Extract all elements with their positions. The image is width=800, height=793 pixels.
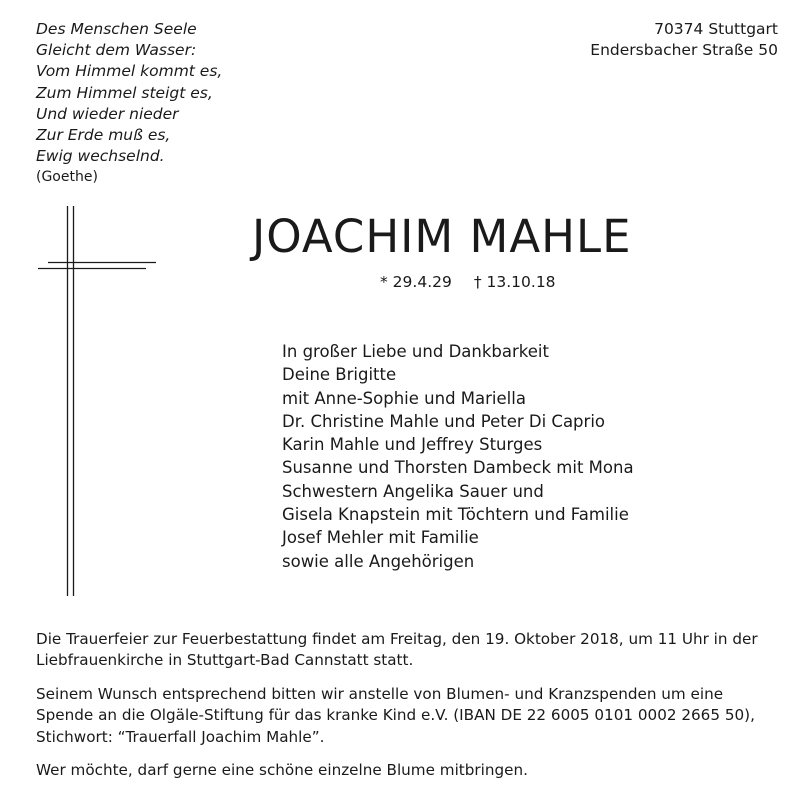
poem-line: Des Menschen Seele — [36, 20, 197, 38]
poem-line: Zum Himmel steigt es, — [36, 83, 213, 102]
mourner-line: Susanne und Thorsten Dambeck mit Mona — [282, 458, 634, 478]
poem-line: Vom Himmel kommt es, — [36, 62, 223, 81]
mourner-line: In großer Liebe und Dankbarkeit — [282, 342, 549, 361]
ceremony-note: Die Trauerfeier zur Feuerbestattung findet am Freitag, den 19. Oktober 2018, um 11 Uhr in der Liebfrauenkirche in Stuttgart-Bad Cannstatt statt. — [36, 630, 758, 670]
flower-note: Wer möchte, darf gerne eine schöne einzelne Blume mitbringen. — [36, 761, 528, 780]
address-city: 70374 Stuttgart — [654, 20, 778, 38]
death-date: † 13.10.18 — [473, 273, 556, 291]
poem-line: Zur Erde muß es, — [36, 126, 171, 145]
donation-note: Seinem Wunsch entsprechend bitten wir anstelle von Blumen- und Kranzspenden um eine Spende an die Olgäle-Stiftung für das kranke Kind e.V. (IBAN DE 22 6005 0101 0002 2665 50), Stichwort: “Trauerfall Joachim Mahle”. — [36, 684, 755, 746]
poem-line: Ewig wechselnd. — [36, 147, 165, 166]
poem-line: Gleicht dem Wasser: — [36, 41, 197, 60]
address-street: Endersbacher Straße 50 — [590, 41, 778, 60]
poem — [36, 19, 222, 189]
mourner-line: Deine Brigitte — [282, 365, 397, 385]
poem-line: Und wieder nieder — [36, 104, 179, 123]
mourners-list — [282, 340, 634, 573]
mourner-line: sowie alle Angehörigen — [282, 551, 475, 571]
mourner-line: Schwestern Angelika Sauer und — [282, 481, 544, 501]
mourner-line: Karin Mahle und Jeffrey Sturges — [282, 435, 543, 455]
birth-date: * 29.4.29 — [380, 273, 452, 291]
deceased-name: JOACHIM MAHLE — [252, 210, 632, 263]
poem-attribution: (Goethe) — [36, 169, 98, 186]
mourner-line: Dr. Christine Mahle und Peter Di Caprio — [282, 411, 605, 431]
life-dates — [380, 273, 556, 291]
footer-notes — [36, 629, 776, 793]
address — [590, 19, 778, 61]
mourner-line: Josef Mehler mit Familie — [282, 528, 479, 548]
mourner-line: mit Anne-Sophie und Mariella — [282, 388, 526, 408]
cross-icon — [38, 206, 158, 596]
mourner-line: Gisela Knapstein mit Töchtern und Familie — [282, 505, 629, 525]
